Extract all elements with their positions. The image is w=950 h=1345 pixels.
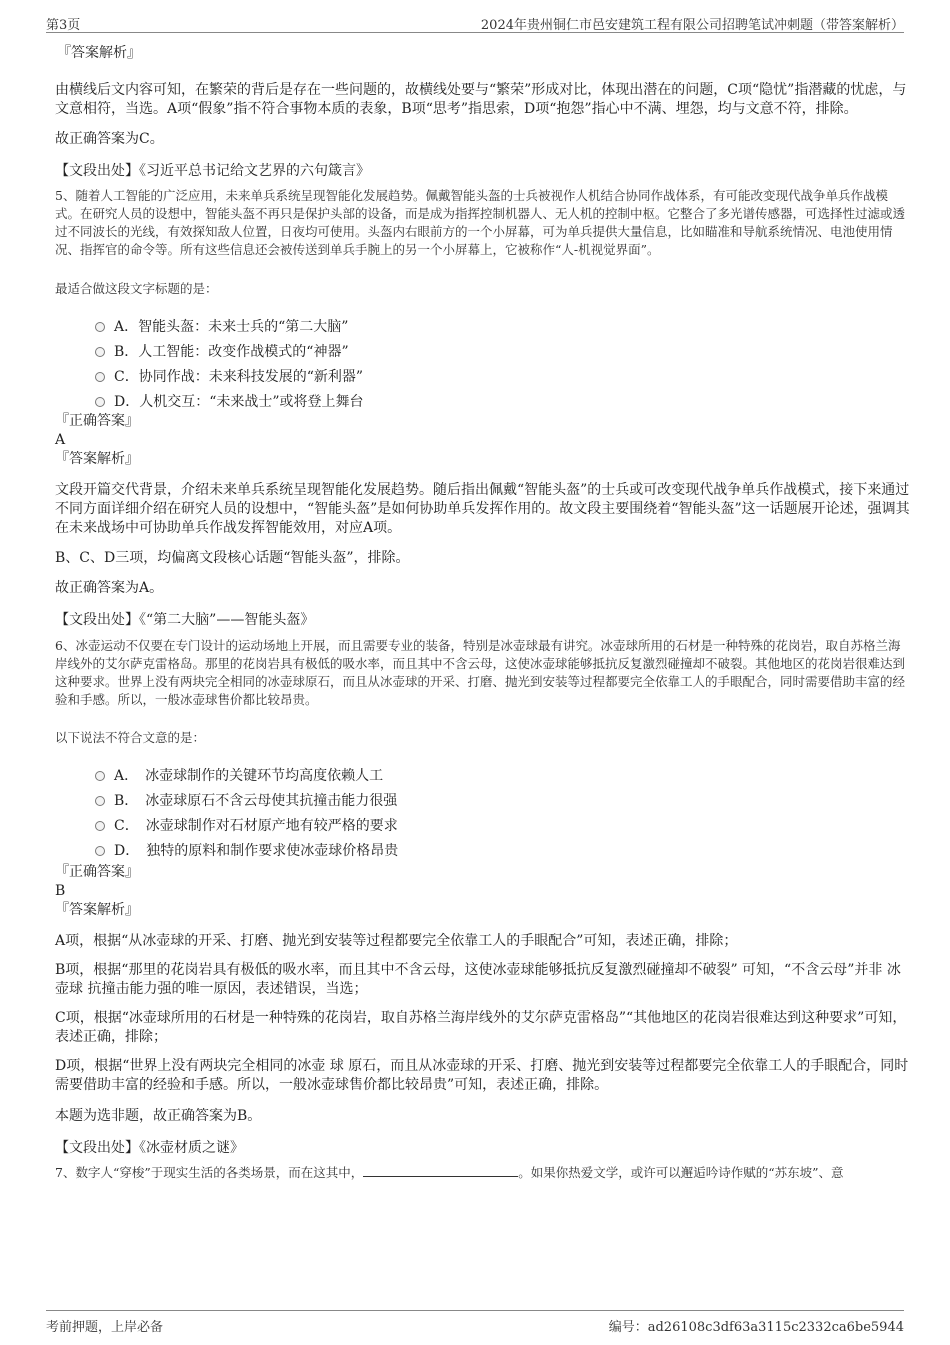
q6-option-b[interactable]: B． 冰壶球原石不含云母使其抗撞击能力很强: [95, 788, 910, 813]
q6-analysis-label: 『答案解析』: [55, 902, 139, 918]
q7-passage: 7、数字人“穿梭”于现实生活的各类场景，而在这其中， 。如果你热爱文学，或许可以邂逅吟诗作赋的“苏东坡”、意: [55, 1165, 844, 1180]
q6-answer-label: 『正确答案』: [55, 864, 139, 880]
q6-option-a[interactable]: A． 冰壶球制作的关键环节均高度依赖人工: [95, 763, 910, 788]
radio-icon[interactable]: [95, 347, 105, 357]
q5-passage: 5、随着人工智能的广泛应用，未来单兵系统呈现智能化发展趋势。佩戴智能头盔的士兵被视作人机结合协同作战体系，有可能改变现代战争单兵作战模式。在研究人员的设想中，智能头盔不再只是保护头部的设备，而是成为指挥控制机器人、无人机的控制中枢。它整合了多光谱传感器，可选择性过滤或透过不同波长的光线，有效探知敌人位置，日夜均可使用。头盔内右眼前方的一个小屏幕，可为单兵提供大量信息，比如瞄准和导航系统情况、电池使用情况、指挥官的命令等。所有这些信息还会被传送到单兵手腕上的另一个小屏幕上，它被称作“人-机视觉界面”。: [55, 188, 906, 257]
radio-icon[interactable]: [95, 796, 105, 806]
q5-source: 【文段出处】《“第二大脑”——智能头盔》: [55, 612, 315, 628]
prev-source: 【文段出处】《习近平总书记给文艺界的六句箴言》: [55, 163, 370, 179]
q6-passage: 6、冰壶运动不仅要在专门设计的运动场地上开展，而且需要专业的装备，特别是冰壶球最有讲究。冰壶球所用的石材是一种特殊的花岗岩，取自苏格兰海岸线外的艾尔萨克雷格岛。那里的花岗岩具有极低的吸水率，而且其中不含云母，这使冰壶球能够抵抗反复激烈碰撞却不破裂。其他地区的花岗岩很难达到这种要求。世界上没有两块完全相同的冰壶球原石，而且从冰壶球的开采、打磨、抛光到安装等过程都要完全依靠工人的手眼配合，同时需要借助丰富的经验和手感。所以，一般冰壶球售价都比较昂贵。: [55, 638, 906, 707]
q6-analysis-a: A项，根据“从冰壶球的开采、打磨、抛光到安装等过程都要完全依靠工人的手眼配合”可知，表述正确，排除；: [55, 933, 738, 949]
q5-analysis-label: 『答案解析』: [55, 451, 139, 467]
q5-conclusion: 故正确答案为A。: [55, 580, 164, 596]
q5-answer: A: [55, 432, 66, 448]
radio-icon[interactable]: [95, 322, 105, 332]
q6-analysis-d: D项，根据“世界上没有两块完全相同的冰壶 球 原石，而且从冰壶球的开采、打磨、抛光到安装等过程都要完全依靠工人的手眼配合，同时需要借助丰富的经验和手感。所以，一般冰壶球售价都比较昂贵”可知，表述正确，排除。: [55, 1058, 909, 1093]
q5-question: 最适合做这段文字标题的是：: [55, 281, 218, 296]
footer-slogan: 考前押题，上岸必备: [46, 1320, 164, 1335]
fill-blank[interactable]: [363, 1164, 518, 1177]
q6-options: [55, 763, 910, 863]
page-number: 第3页: [46, 18, 81, 33]
q6-answer: B: [55, 883, 66, 899]
prev-analysis-text: 由横线后文内容可知，在繁荣的背后是存在一些问题的，故横线处要与“繁荣”形成对比，体现出潜在的问题，C项“隐忧”指潜藏的忧虑，与文意相符，当选。A项“假象”指不符合事物本质的表象，B项“思考”指思索，D项“抱怨”指心中不满、埋怨，均与文意不符，排除。: [55, 82, 907, 117]
q5-option-d[interactable]: D．人机交互：“未来战士”或将登上舞台: [95, 389, 910, 414]
q6-question: 以下说法不符合文意的是：: [55, 730, 206, 745]
q5-options: [55, 314, 910, 414]
q5-answer-label: 『正确答案』: [55, 413, 139, 429]
q5-option-a[interactable]: A．智能头盔：未来士兵的“第二大脑”: [95, 314, 910, 339]
radio-icon[interactable]: [95, 771, 105, 781]
q6-option-c[interactable]: C． 冰壶球制作对石材原产地有较严格的要求: [95, 813, 910, 838]
q6-conclusion: 本题为选非题，故正确答案为B。: [55, 1108, 262, 1124]
q5-analysis-text: 文段开篇交代背景，介绍未来单兵系统呈现智能化发展趋势。随后指出佩戴“智能头盔”的士兵或可改变现代战争单兵作战模式，接下来通过不同方面详细介绍在研究人员的设想中，“智能头盔”是如何协助单兵发挥作用的。故文段主要围绕着“智能头盔”这一话题展开论述，强调其在未来战场中可协助单兵作战发挥智能效用，对应A项。: [55, 482, 910, 536]
page-content: [55, 44, 910, 1195]
q5-analysis-others: B、C、D三项，均偏离文段核心话题“智能头盔”，排除。: [55, 550, 410, 566]
radio-icon[interactable]: [95, 846, 105, 856]
document-title: 2024年贵州铜仁市邑安建筑工程有限公司招聘笔试冲刺题（带答案解析）: [480, 18, 904, 33]
prev-analysis-label: 『答案解析』: [57, 45, 141, 61]
q6-source: 【文段出处】《冰壶材质之谜》: [55, 1140, 244, 1156]
radio-icon[interactable]: [95, 821, 105, 831]
q6-option-d[interactable]: D． 独特的原料和制作要求使冰壶球价格昂贵: [95, 838, 910, 863]
q5-option-b[interactable]: B．人工智能：改变作战模式的“神器”: [95, 339, 910, 364]
footer-serial: 编号：ad26108c3df63a3115c2332ca6be5944: [608, 1320, 904, 1335]
q5-option-c[interactable]: C．协同作战：未来科技发展的“新利器”: [95, 364, 910, 389]
radio-icon[interactable]: [95, 372, 105, 382]
q6-analysis-c: C项，根据“冰壶球所用的石材是一种特殊的花岗岩，取自苏格兰海岸线外的艾尔萨克雷格岛”“其他地区的花岗岩很难达到这种要求”可知，表述正确，排除；: [55, 1010, 907, 1045]
radio-icon[interactable]: [95, 397, 105, 407]
page-header: [46, 12, 904, 33]
page-footer: [46, 1310, 904, 1333]
prev-conclusion: 故正确答案为C。: [55, 131, 164, 147]
q6-analysis-b: B项，根据“那里的花岗岩具有极低的吸水率，而且其中不含云母，这使冰壶球能够抵抗反复激烈碰撞却不破裂” 可知，“不含云母”并非 冰壶球 抗撞击能力强的唯一原因，表述错误，当选；: [55, 962, 901, 997]
